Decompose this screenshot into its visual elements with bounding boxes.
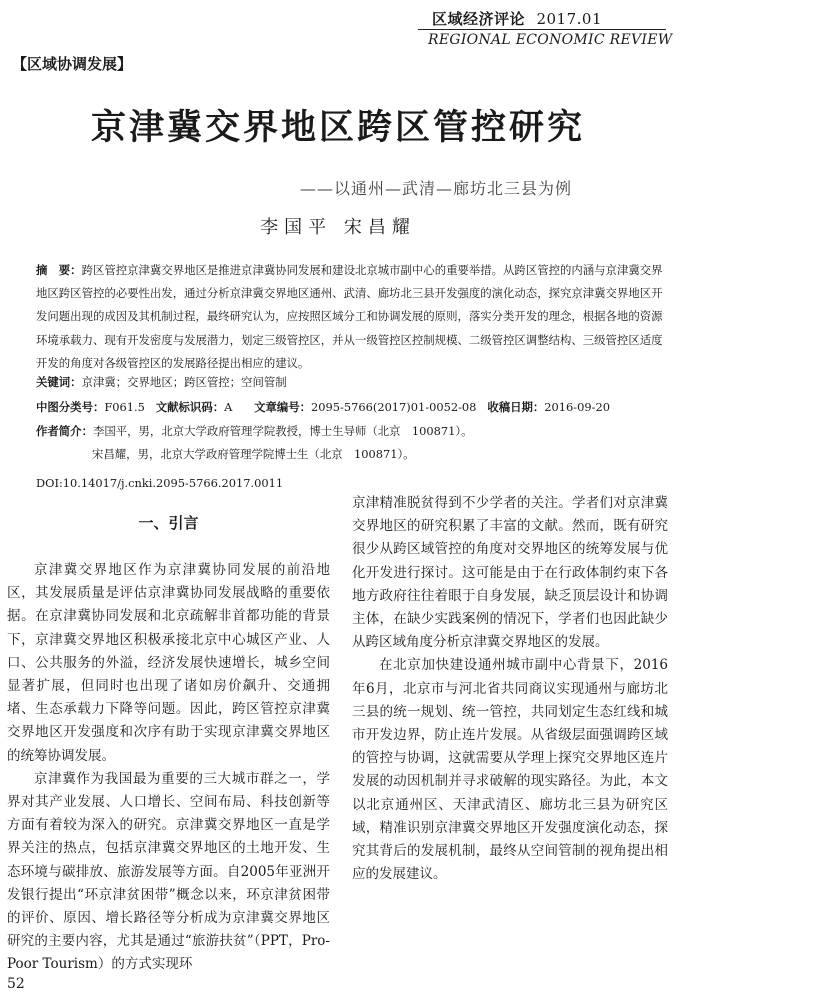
journal-name-cn xyxy=(432,8,602,29)
article-no-label: 文章编号： xyxy=(254,400,312,414)
keywords xyxy=(36,371,676,394)
abstract-label: 摘 要： xyxy=(36,263,82,277)
journal-title: 区域经济评论 xyxy=(432,10,526,28)
clc-label: 中图分类号： xyxy=(36,400,105,414)
section-tag: 【区域协调发展】 xyxy=(12,55,133,73)
header-rule xyxy=(418,29,666,30)
received-value: 2016-09-20 xyxy=(544,400,610,414)
article-subtitle: ——以通州—武清—廊坊北三县为例 xyxy=(300,179,573,198)
doc-code-value: A xyxy=(224,400,233,414)
keywords-text: 京津冀；交界地区；跨区管控；空间管制 xyxy=(81,375,287,389)
section-heading-introduction: 一、引言 xyxy=(138,514,199,532)
left-paragraph-1: 京津冀交界地区作为京津冀协同发展的前沿地区，其发展质量是评估京津冀协同发展战略的重要依据。在京津冀协同发展和北京疏解非首都功能的背景下，京津冀交界地区积极承接北京中心城区产业、人口、公共服务的外溢，经济发展快速增长，城乡空间显著扩展，但同时也出现了诸如房价飙升、交通拥堵、生态承载力下降等问题。因此，跨区管控京津冀交界地区开发强度和次序有助于实现京津冀交界地区的统筹协调发展。 xyxy=(7,562,330,764)
author-bio-label: 作者简介： xyxy=(36,424,93,438)
article-no-value: 2095-5766(2017)01-0052-08 xyxy=(311,400,477,414)
journal-issue: 2017.01 xyxy=(536,10,602,28)
author-bio-1 xyxy=(36,420,676,443)
classification-line xyxy=(36,396,676,419)
abstract xyxy=(36,259,666,375)
keywords-label: 关键词： xyxy=(36,375,82,389)
clc-value: F061.5 xyxy=(104,400,145,414)
journal-name-en: REGIONAL ECONOMIC REVIEW xyxy=(428,32,673,48)
page-number: 52 xyxy=(7,976,25,992)
right-column xyxy=(352,492,668,886)
article-authors: 李国平 宋昌耀 xyxy=(260,217,416,238)
article-title: 京津冀交界地区跨区管控研究 xyxy=(90,108,585,148)
author-bio-line1: 李国平，男，北京大学政府管理学院教授，博士生导师（北京 100871）。 xyxy=(92,424,473,438)
received-label: 收稿日期： xyxy=(487,400,545,414)
doi: DOI:10.14017/j.cnki.2095-5766.2017.0011 xyxy=(36,476,284,490)
right-paragraph-1: 京津精准脱贫得到不少学者的关注。学者们对京津冀交界地区的研究积累了丰富的文献。然而，既有研究很少从跨区域管控的角度对交界地区的统筹发展与优化开发进行探讨。这可能是由于在行政体制约束下各地方政府往往着眼于自身发展，缺乏顶层设计和协调主体，在缺少实践案例的情况下，学者们也因此缺少从跨区域角度分析京津冀交界地区的发展。 xyxy=(352,495,668,651)
author-bio-2: 宋昌耀，男，北京大学政府管理学院博士生（北京 100871）。 xyxy=(92,447,415,461)
left-column xyxy=(7,500,330,977)
right-paragraph-2: 在北京加快建设通州城市副中心背景下，2016年6月，北京市与河北省共同商议实现通州与廊坊北三县的统一规划、统一管控，共同划定生态红线和城市开发边界，防止连片发展。从省级层面强调跨区域的管控与协调，这就需要从学理上探究交界地区连片发展的动因机制并寻求破解的现实路径。为此，本文以北京通州区、天津武清区、廊坊北三县为研究区域，精准识别京津冀交界地区开发强度演化动态，探究其背后的发展机制，最终从空间管制的视角提出相应的发展建议。 xyxy=(352,657,668,883)
left-paragraph-2: 京津冀作为我国最为重要的三大城市群之一，学界对其产业发展、人口增长、空间布局、科技创新等方面有着较为深入的研究。京津冀交界地区一直是学界关注的热点，包括京津冀交界地区的土地开发、生态环境与碳排放、旅游发展等方面。自2005年亚洲开发银行提出“环京津贫困带”概念以来，环京津贫困带的评价、原因、增长路径等分析成为京津冀交界地区研究的主要内容，尤其是通过“旅游扶贫”（PPT，Pro-Poor Tourism）的方式实现环 xyxy=(7,770,330,973)
abstract-text: 跨区管控京津冀交界地区是推进京津冀协同发展和建设北京城市副中心的重要举措。从跨区管控的内涵与京津冀交界地区跨区管控的必要性出发，通过分析京津冀交界地区通州、武清、廊坊北三县开发强度的演化动态，探究京津冀交界地区开发问题出现的成因及其机制过程，最终研究认为，应按照区域分工和协调发展的原则，落实分类开发的理念，根据各地的资源环境承载力、现有开发密度与发展潜力，划定三级管控区，并从一级管控区控制规模、二级管控区调整结构、三级管控区适度开发的角度对各级管控区的发展路径提出相应的建议。 xyxy=(36,263,663,370)
doc-code-label: 文献标识码： xyxy=(155,400,225,414)
